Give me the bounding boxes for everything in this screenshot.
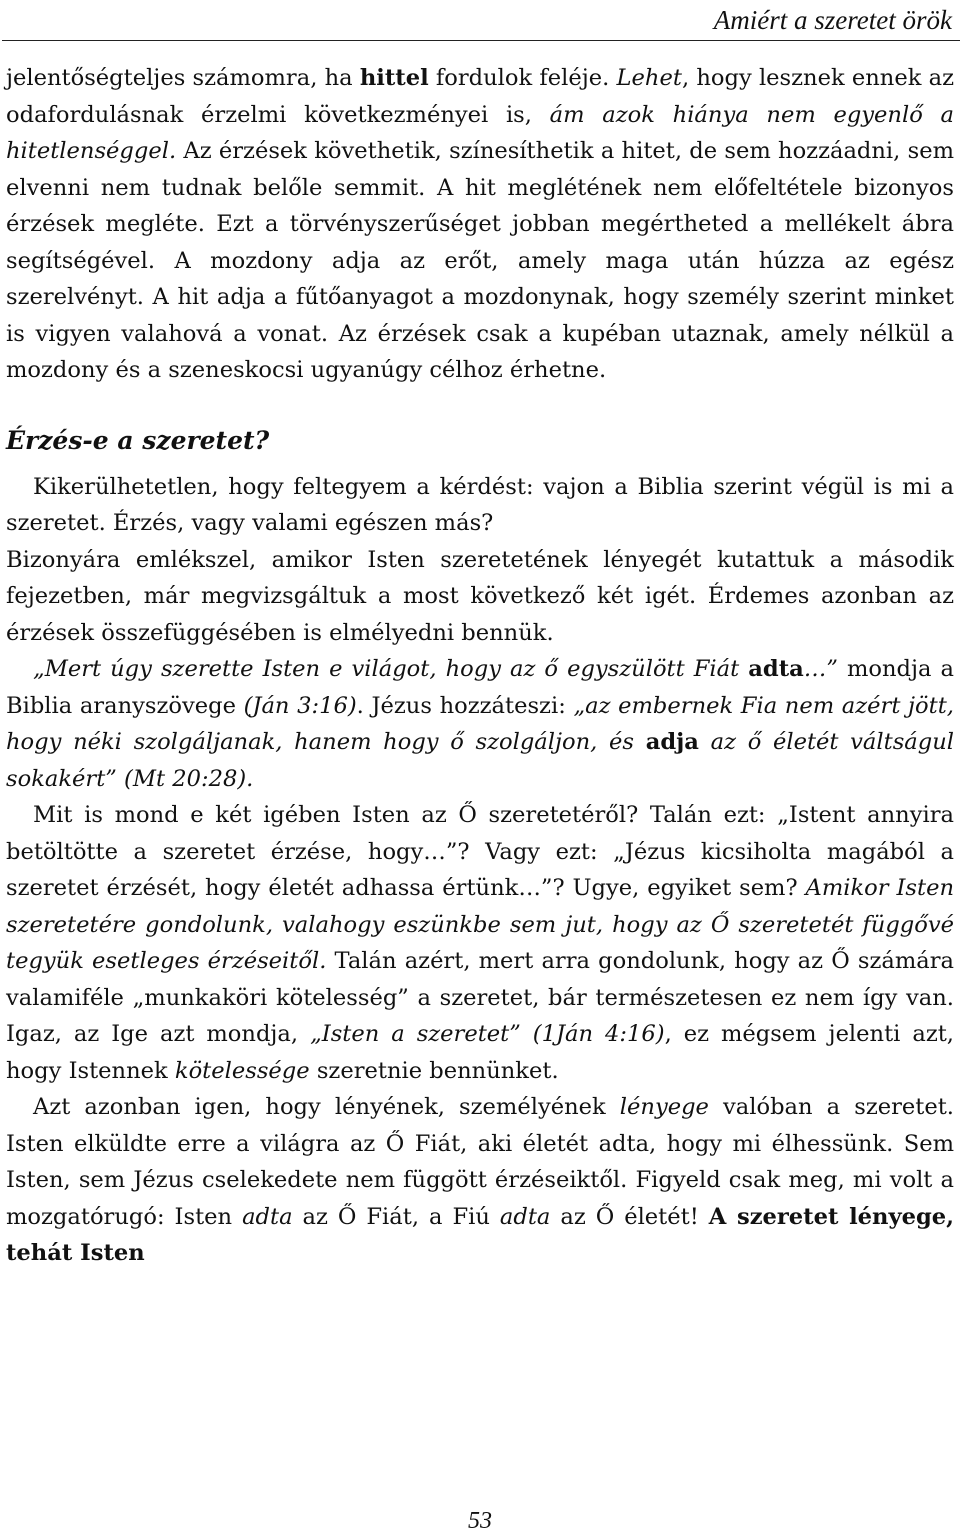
text-run: az ő életét váltságul sokakért” (Mt 20:28).: [6, 729, 954, 792]
text-run: „Isten a szeretet” (1Ján 4:16): [310, 1021, 665, 1047]
running-header: Amiért a szeretet örök: [713, 5, 952, 35]
text-run: adja: [645, 729, 699, 755]
text-run: Azt azonban igen, hogy lényének, személyének: [33, 1094, 620, 1120]
page-body: [6, 60, 954, 1272]
text-run: az Ő életét!: [550, 1203, 709, 1230]
text-run: az Ő Fiát, a Fiú: [292, 1203, 500, 1230]
text-run: (Ján 3:16): [243, 692, 357, 719]
section-heading: Érzés-e a szeretet?: [6, 425, 270, 455]
text-run: jelentőségteljes számomra, ha: [6, 65, 360, 91]
text-run: Lehet: [616, 65, 682, 91]
paragraph-5: [6, 797, 954, 1089]
text-run: Amikor Isten szeretetére gondolunk, valahogy eszünkbe sem jut, hogy az Ő szeretetét függővé tegyük esetleges érzéseitől.: [6, 875, 955, 974]
text-run: A szeretet lényege, tehát Isten: [6, 1203, 955, 1266]
paragraph-2: [6, 469, 954, 542]
text-run: adta: [242, 1203, 293, 1230]
text-run: valóban a szeretet. Isten elküldte erre a világra az Ő Fiát, aki életét adta, hogy mi élhessünk. Sem Isten, sem Jézus cselekedete nem függött érzéseiktől. Figyeld csak meg, mi volt a mozgatórugó: Isten: [6, 1094, 954, 1230]
text-run: adta: [748, 656, 804, 682]
text-run: …”: [803, 656, 838, 682]
text-run: Mit is mond e két igében Isten az Ő szeretetéről? Talán ezt: „Istent annyira betöltötte a szeretet érzése, hogy…”? Vagy ezt: „Jézus kicsiholta magából a szeretet érzését, hogy életét adhassa értünk…”? Ugye, egyiket sem?: [6, 802, 954, 901]
text-run: Az érzések követhetik, színesíthetik a hitet, de sem hozzáadni, sem elvenni nem tudnak belőle semmit. A hit meglétének nem előfeltétele bizonyos érzések megléte. Ezt a törvényszerűséget jobban megértheted a mellékelt ábra segítségével. A mozdony adja az erőt, amely maga után húzza az egész szerelvényt. A hit adja a fűtőanyagot a mozdonynak, hogy személy szerint minket is vigyen valahová a vonat. Az érzések csak a kupéban utaznak, amely nélkül a mozdony és a szeneskocsi ugyanúgy célhoz érhetne.: [6, 138, 954, 383]
text-run: Talán azért, mert arra gondolunk, hogy az Ő számára valamiféle „munkaköri kötelesség” a szeretet, bár természetesen ez nem így van. Igaz, az Ige azt mondja,: [6, 948, 954, 1047]
text-run: adta: [499, 1203, 551, 1230]
paragraph-6: [6, 1089, 954, 1272]
text-run: , hogy lesznek ennek az odafordulásnak érzelmi következményei is,: [6, 65, 954, 128]
text-run: , ez mégsem jelenti azt, hogy Istennek: [6, 1021, 954, 1084]
text-run: fordulok feléje.: [428, 65, 617, 91]
text-run: lényege: [619, 1094, 709, 1120]
text-run: mondja a Biblia aranyszövege: [6, 656, 954, 719]
text-run: szeretnie bennünket.: [309, 1057, 559, 1084]
text-run: . Jézus hozzáteszi:: [356, 692, 574, 719]
paragraph-3: [6, 542, 954, 652]
text-run: „Mert úgy szerette Isten e világot, hogy az ő egyszülött Fiát: [33, 656, 749, 682]
text-run: Bizonyára emlékszel, amikor Isten szeretetének lényegét kutattuk a második fejezetben, már megvizsgáltuk a most következő két igét. Érdemes azonban az érzések összefüggésében is elmélyedni bennük.: [6, 546, 954, 646]
text-run: kötelessége: [174, 1057, 310, 1084]
header-rule: [2, 40, 960, 41]
text-run: hittel: [359, 65, 429, 91]
page-number: 53: [468, 1508, 492, 1534]
paragraph-1: [6, 60, 954, 389]
text-run: ám azok hiánya nem egyenlő a hitetlenséggel.: [6, 101, 954, 164]
text-run: Kikerülhetetlen, hogy feltegyem a kérdést: vajon a Biblia szerint végül is mi a szeretet. Érzés, vagy valami egészen más?: [6, 473, 954, 536]
paragraph-4: [6, 651, 954, 797]
text-run: „az embernek Fia nem azért jött, hogy néki szolgáljanak, hanem hogy ő szolgáljon, és: [6, 692, 954, 755]
